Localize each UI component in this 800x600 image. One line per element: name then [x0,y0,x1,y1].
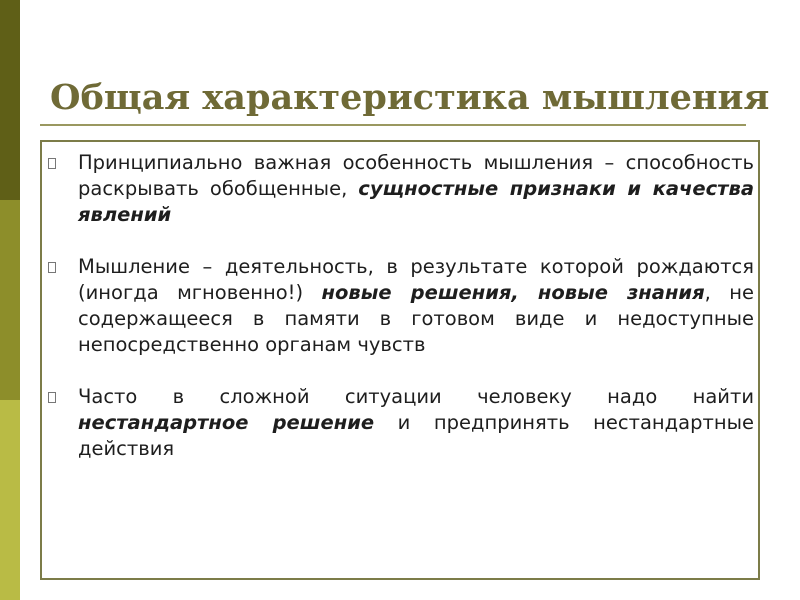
bullet-2-text-end: , не содержащееся в памяти в готовом виде и недоступные непосредственно органам чувств [78,281,755,356]
slide-title: Общая характеристика мышления [50,77,770,118]
bullet-3-text-start: Часто в сложной ситуации человеку надо найти [78,385,754,408]
bullet-list [78,150,754,462]
content-frame [40,140,760,580]
bullet-2-emphasis: новые решения, новые знания [321,281,705,304]
bullet-marker-icon [48,158,56,169]
title-underline [40,124,746,126]
bullet-item-1 [78,150,754,228]
bullet-item-2 [78,254,754,358]
bullet-1-text: Принципиально важная особенность мышления – способность раскрывать обобщенные, [78,151,754,200]
bullet-3-text-end: и предпринять нестандартные действия [78,411,754,460]
sidebar-stripe-top [0,0,20,200]
bullet-3-emphasis: нестандартное решение [78,411,375,434]
sidebar-stripe-middle [0,200,20,400]
sidebar-stripe-bottom [0,400,20,600]
bullet-2-text-start: Мышление – деятельность, в результате которой рождаются (иногда мгновенно!) [78,255,754,304]
bullet-marker-icon [48,262,56,273]
bullet-item-3 [78,384,754,462]
bullet-1-emphasis: сущностные признаки и качества явлений [78,177,754,226]
bullet-marker-icon [48,392,56,403]
